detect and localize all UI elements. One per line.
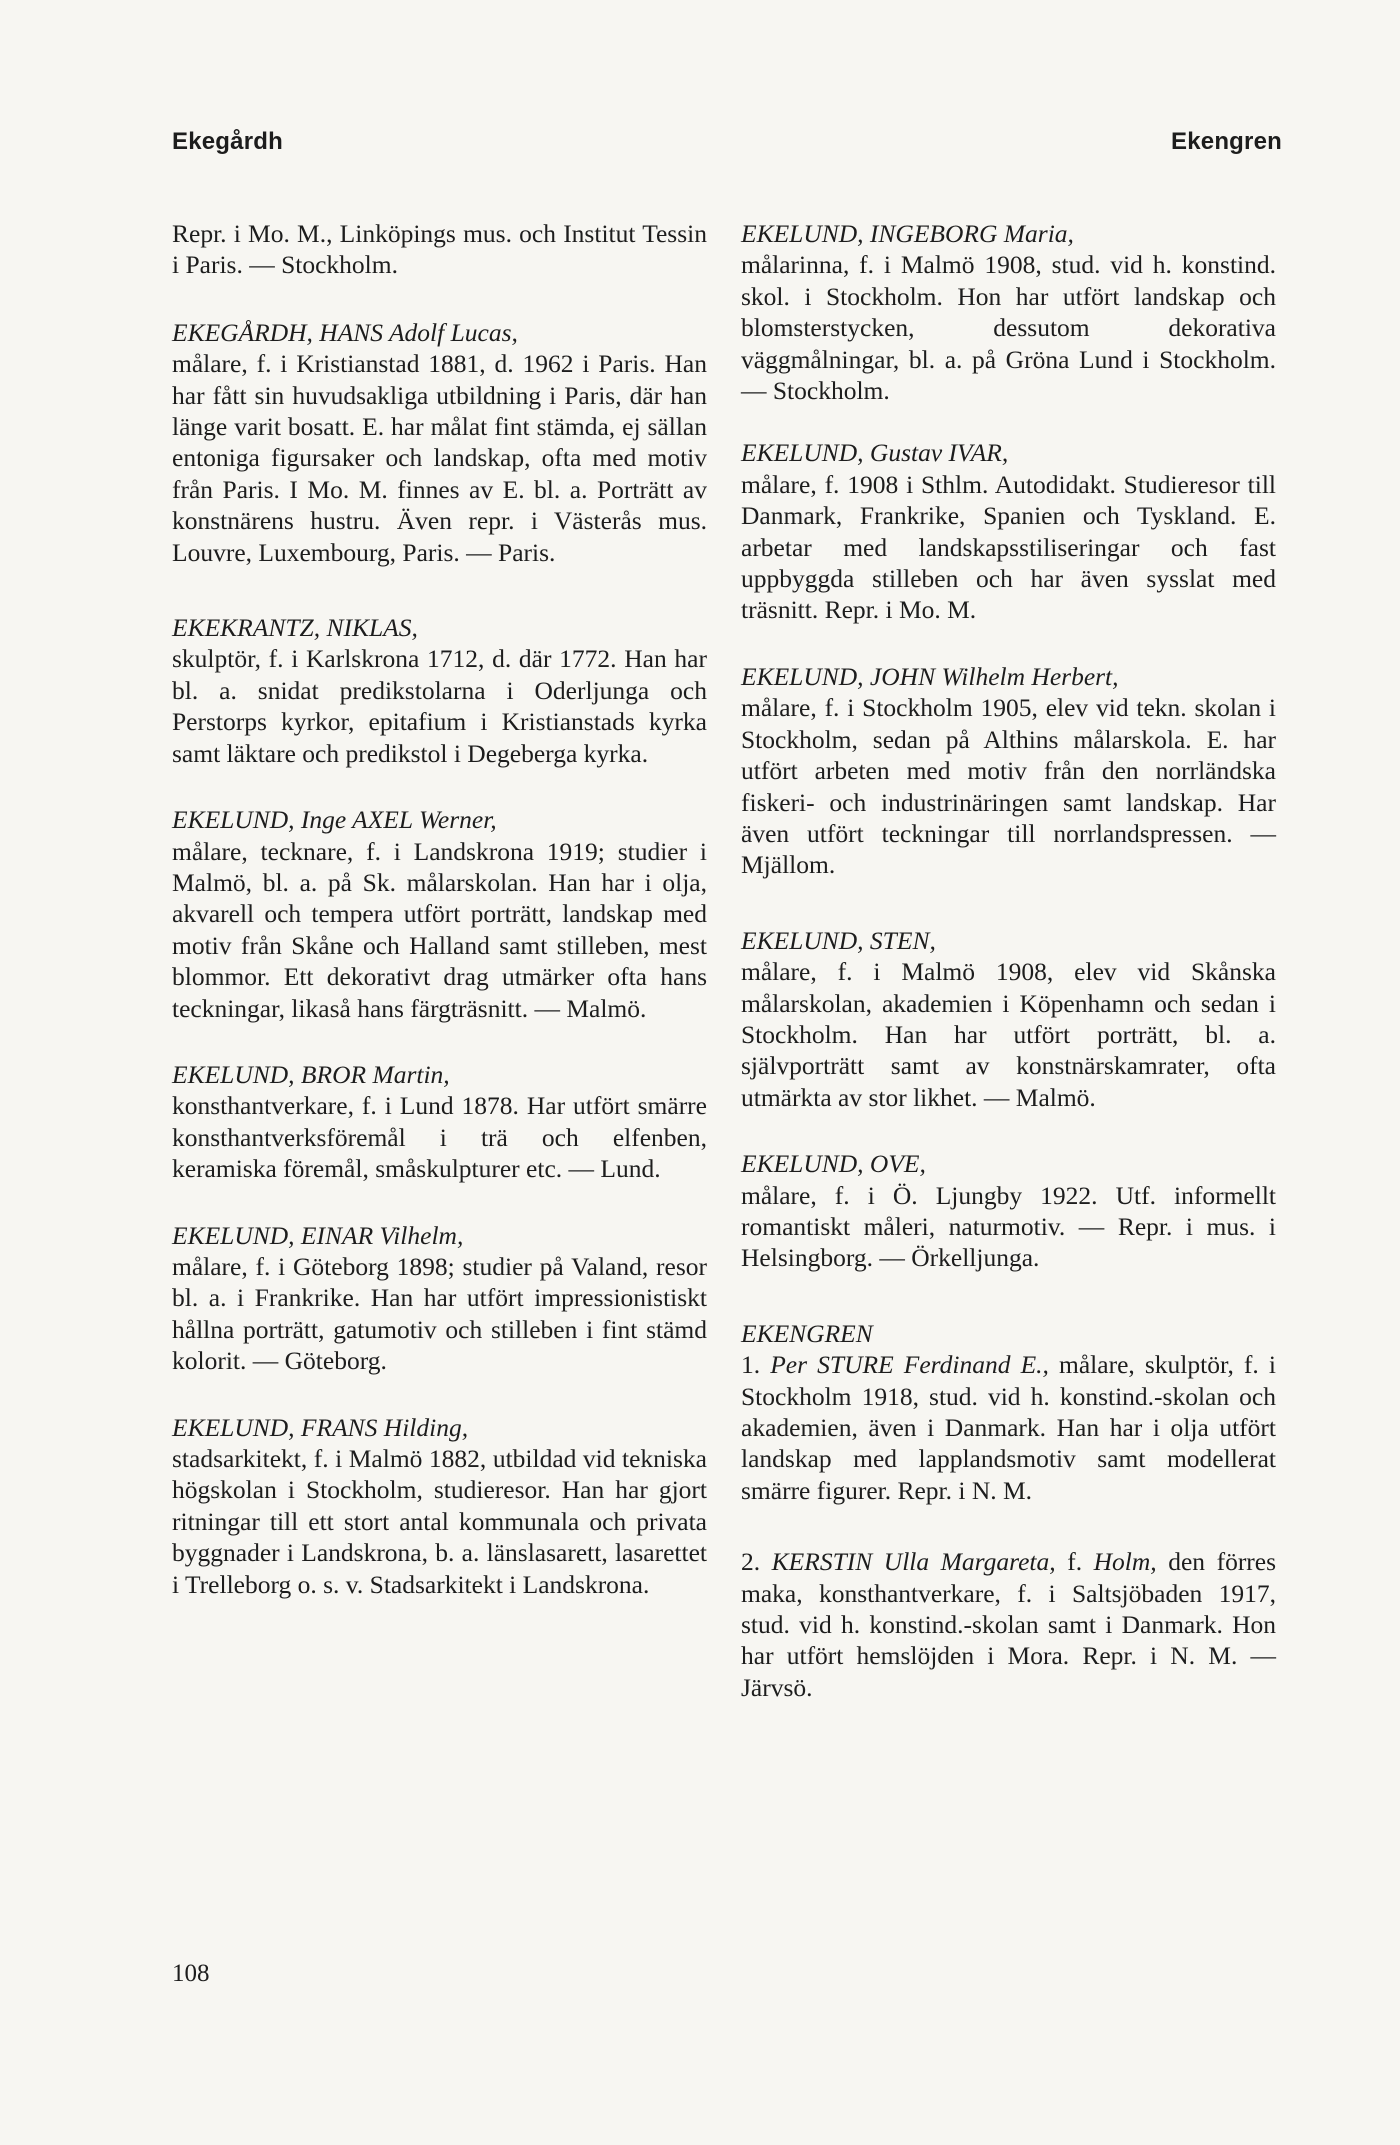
entry-text: stadsarkitekt, f. i Malmö 1882, utbildad vid tekniska högskolan i Stockholm, studieresor. Han har gjort ritningar till ett stort antal kommunala och privata byggnader i Landskrona, b. a. länslasarett, lasarettet i Trelleborg o. s. v. Stadsarkitekt i Landskrona. [172, 1444, 707, 1599]
subentry-name: KERSTIN Ulla Margareta, [771, 1547, 1056, 1577]
entry-headword: EKELUND, JOHN Wilhelm Herbert, [741, 661, 1119, 691]
entry-text: målarinna, f. i Malmö 1908, stud. vid h. konstind. skol. i Stockholm. Hon har utfört landskap och blomsterstycken, dessutom dekorativa väggmålningar, bl. a. på Gröna Lund i Stockholm. — Stockholm. [741, 250, 1276, 406]
entry-headword: EKELUND, Inge AXEL Werner, [172, 805, 497, 835]
entry-ekelund-sten [741, 925, 1276, 1113]
entry-text: målare, f. i Kristianstad 1881, d. 1962 i Paris. Han har fått sin huvudsakliga utbildning i Paris, där han länge varit bosatt. E. har målat fint stämda, ej sällan entoniga figursaker och landskap, ofta med motiv från Paris. I Mo. M. finnes av E. bl. a. Porträtt av konstnärens hustru. Även repr. i Västerås mus. Louvre, Luxembourg, Paris. — Paris. [172, 349, 707, 567]
entry-headword: EKEKRANTZ, NIKLAS, [172, 613, 418, 643]
subentry-text: målare, skulptör, f. i Stockholm 1918, stud. vid h. konstind.-skolan och akademien, även i Danmark. Han har i olja utfört landskap med lapplandsmotiv samt modellerat smärre figurer. Repr. i N. M. [741, 1350, 1276, 1505]
entry-headword: EKELUND, EINAR Vilhelm, [172, 1220, 464, 1250]
entry-text: skulptör, f. i Karlskrona 1712, d. där 1772. Han har bl. a. snidat predikstolarna i Oderljunga och Perstorps kyrkor, epitafium i Kristianstads kyrka samt läktare och predikstol i Degeberga kyrka. [172, 644, 707, 768]
entry-ekelund-john [741, 661, 1276, 881]
entry-ekelund-einar [172, 1220, 707, 1377]
subentry-text: den förres maka, konsthantverkare, f. i Saltsjöbaden 1917, stud. vid h. konstind.-skolan samt i Danmark. Hon har utfört hemslöjden i Mora. Repr. i N. M. — Järvsö. [741, 1547, 1277, 1702]
entry-headword: EKELUND, Gustav IVAR, [741, 438, 1009, 468]
entry-ekelund-ove [741, 1148, 1276, 1274]
entry-text: målare, f. i Göteborg 1898; studier på Valand, resor bl. a. i Frankrike. Han har utfört impressionistiskt hållna porträtt, gatumotiv och stilleben i fint stämd kolorit. — Göteborg. [172, 1251, 707, 1376]
entry-headword: EKELUND, BROR Martin, [172, 1059, 450, 1089]
entry-continuation [172, 218, 707, 281]
subentry-number: 2. [741, 1547, 761, 1577]
subentry-maiden-name: Holm, [1093, 1547, 1157, 1577]
entry-headword: EKELUND, OVE, [741, 1149, 926, 1179]
subentry-name: Per STURE Ferdinand E., [770, 1350, 1049, 1380]
entry-ekengren [741, 1318, 1276, 1703]
entry-text: målare, f. i Stockholm 1905, elev vid tekn. skolan i Stockholm, sedan på Althins målarskola. E. har utfört arbeten med motiv från den norrländska fiskeri- och industrinäringen samt landskap. Har även utfört teckningar till norrlandspressen. — Mjällom. [741, 693, 1276, 880]
entry-text: målare, f. 1908 i Sthlm. Autodidakt. Studieresor till Danmark, Frankrike, Spanien och Tyskland. E. arbetar med landskapsstiliseringar och fast uppbyggda stilleben och har även sysslat med träsnitt. Repr. i Mo. M. [741, 469, 1276, 625]
entry-ekelund-frans [172, 1412, 707, 1600]
entry-ekekrantz-niklas [172, 612, 707, 769]
entry-headword: EKELUND, INGEBORG Maria, [741, 219, 1074, 248]
entry-ekelund-ivar [741, 437, 1276, 625]
entry-headword: EKENGREN [741, 1318, 873, 1348]
entry-headword: EKEGÅRDH, HANS Adolf Lucas, [172, 317, 518, 347]
entry-ekelund-bror [172, 1059, 707, 1185]
entry-ekelund-axel [172, 804, 707, 1024]
entry-ekegardh-hans [172, 317, 707, 568]
entry-text: målare, tecknare, f. i Landskrona 1919; studier i Malmö, bl. a. på Sk. målarskolan. Han har i olja, akvarell och tempera utfört porträtt, landskap med motiv från Skåne och Halland samt stilleben, mest blommor. Ett dekorativt drag utmärker ofta hans teckningar, likaså hans färgträsnitt. — Malmö. [172, 836, 707, 1023]
subentry-kerstin [741, 1546, 1276, 1703]
entry-text: konsthantverkare, f. i Lund 1878. Har utfört smärre konsthantverksföremål i trä och elfenben, keramiska föremål, småskulpturer etc. — Lund. [172, 1091, 707, 1184]
subentry-number: 1. [741, 1350, 761, 1380]
entry-ekelund-ingeborg [741, 218, 1276, 406]
subentry-name-suffix: f. [1067, 1547, 1083, 1577]
right-column [741, 218, 1276, 1738]
running-head-left: Ekegårdh [172, 128, 283, 155]
page-number: 108 [172, 1960, 210, 1987]
entry-headword: EKELUND, FRANS Hilding, [172, 1412, 469, 1442]
entry-text: målare, f. i Ö. Ljungby 1922. Utf. informellt romantiskt måleri, naturmotiv. — Repr. i mus. i Helsingborg. — Örkelljunga. [741, 1180, 1276, 1273]
entry-text: Repr. i Mo. M., Linköpings mus. och Institut Tessin i Paris. — Stockholm. [172, 219, 707, 280]
left-column [172, 218, 707, 1635]
entry-text: målare, f. i Malmö 1908, elev vid Skånska målarskolan, akademien i Köpenhamn och sedan i Stockholm. Han har utfört porträtt, bl. a. självporträtt samt av konstnärskamrater, ofta utmärkta av stor likhet. — Malmö. [741, 957, 1276, 1112]
running-head-right: Ekengren [1171, 128, 1282, 155]
entry-headword: EKELUND, STEN, [741, 925, 936, 955]
subentry-sture [741, 1349, 1276, 1506]
